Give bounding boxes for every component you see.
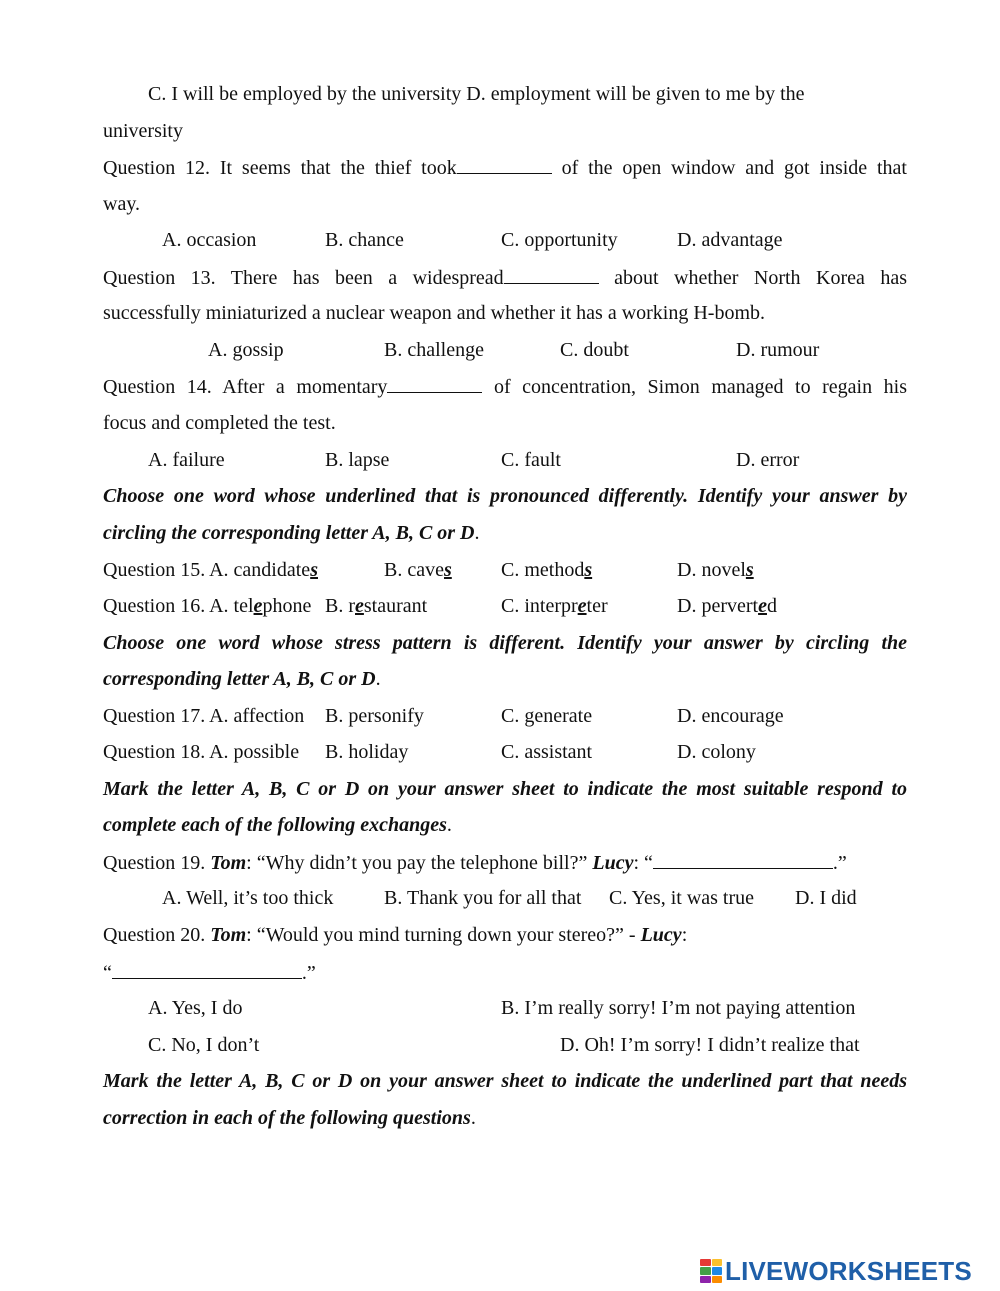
liveworksheets-logo[interactable] [700,1256,972,1286]
q12-option-b[interactable]: B. chance [325,229,404,251]
q13-option-d[interactable]: D. rumour [736,339,820,361]
q18-option-a[interactable]: Question 18. A. possible [103,741,300,763]
q11-options-cd-cont: university [103,120,183,142]
liveworksheets-logo-icon [700,1259,722,1283]
q15-option-c[interactable]: C. methods [501,559,593,581]
q18-option-d[interactable]: D. colony [677,741,756,763]
correction-instruction-line1: Mark the letter A, B, C or D on your answer sheet to indicate the underlined part that needs [103,1070,907,1092]
q12-stem [103,155,907,180]
q14-blank[interactable] [387,374,482,393]
q20-option-d[interactable]: D. Oh! I’m sorry! I didn’t realize that [560,1034,860,1056]
q19-option-a[interactable]: A. Well, it’s too thick [162,887,334,909]
q15-option-d[interactable]: D. novels [677,559,754,581]
q16-option-a[interactable]: Question 16. A. telephone [103,595,312,617]
q14-option-a[interactable]: A. failure [148,449,225,471]
q17-option-b[interactable]: B. personify [325,705,424,727]
q13-option-c[interactable]: C. doubt [560,339,629,361]
q18-option-b[interactable]: B. holiday [325,741,409,763]
q17-option-c[interactable]: C. generate [501,705,593,727]
q13-stem-b: about whether North Korea has [598,267,907,289]
q17-option-d[interactable]: D. encourage [677,705,784,727]
pronunciation-instruction-line1: Choose one word whose underlined that is pronounced differently. Identify your answer by [103,485,907,507]
pronunciation-instruction-line2: circling the corresponding letter A, B, C or D. [103,522,480,544]
stress-instruction-line1: Choose one word whose stress pattern is different. Identify your answer by circling the [103,632,907,654]
q14-option-d[interactable]: D. error [736,449,800,471]
q20-option-c[interactable]: C. No, I don’t [148,1034,260,1056]
q16-option-c[interactable]: C. interpreter [501,595,608,617]
q15-option-a[interactable]: Question 15. A. candidates [103,559,318,581]
q14-stem-b: of concentration, Simon managed to regain his [482,376,907,398]
q13-stem-a: Question 13. There has been a widespread [103,267,504,289]
q12-stem-b: of the open window and got inside that [551,157,907,179]
correction-instruction-line2: correction in each of the following questions. [103,1107,476,1129]
q19-stem: Question 19. Tom: “Why didn’t you pay the telephone bill?” Lucy: “ .” [103,852,847,874]
liveworksheets-logo-text: LIVEWORKSHEETS [725,1255,972,1286]
q20-option-a[interactable]: A. Yes, I do [148,997,243,1019]
q19-option-c[interactable]: C. Yes, it was true [609,887,755,909]
q13-blank[interactable] [504,265,599,284]
stress-instruction-line2: corresponding letter A, B, C or D. [103,668,381,690]
q14-option-c[interactable]: C. fault [501,449,561,471]
q12-stem-cont: way. [103,193,141,215]
q16-option-b[interactable]: B. restaurant [325,595,428,617]
q14-stem-cont: focus and completed the test. [103,412,336,434]
q12-option-c[interactable]: C. opportunity [501,229,618,251]
q13-option-a[interactable]: A. gossip [208,339,284,361]
exchange-instruction-line1: Mark the letter A, B, C or D on your answer sheet to indicate the most suitable respond to [103,778,907,800]
q14-option-b[interactable]: B. lapse [325,449,390,471]
q19-option-d[interactable]: D. I did [795,887,857,909]
q14-stem [103,374,907,399]
q18-option-c[interactable]: C. assistant [501,741,593,763]
q13-stem-cont: successfully miniaturized a nuclear weapon and whether it has a working H-bomb. [103,302,766,324]
q15-option-b[interactable]: B. caves [384,559,452,581]
q13-stem [103,265,907,290]
q11-options-cd: C. I will be employed by the university D. employment will be given to me by the [148,83,805,105]
q20-blank[interactable] [112,960,302,979]
q20-option-b[interactable]: B. I’m really sorry! I’m not paying attention [501,997,856,1019]
q20-stem: Question 20. Tom: “Would you mind turning down your stereo?” - Lucy: [103,924,688,946]
q17-option-a[interactable]: Question 17. A. affection [103,705,305,727]
q12-option-d[interactable]: D. advantage [677,229,783,251]
exchange-instruction-line2: complete each of the following exchanges. [103,814,452,836]
q12-option-a[interactable]: A. occasion [162,229,257,251]
q12-blank[interactable] [457,155,552,174]
q13-option-b[interactable]: B. challenge [384,339,484,361]
q20-answer-line: “ .” [103,962,316,984]
q19-blank[interactable] [653,850,833,869]
q14-stem-a: Question 14. After a momentary [103,376,388,398]
q19-option-b[interactable]: B. Thank you for all that [384,887,582,909]
q16-option-d[interactable]: D. perverted [677,595,777,617]
q12-stem-a: Question 12. It seems that the thief took [103,157,457,179]
